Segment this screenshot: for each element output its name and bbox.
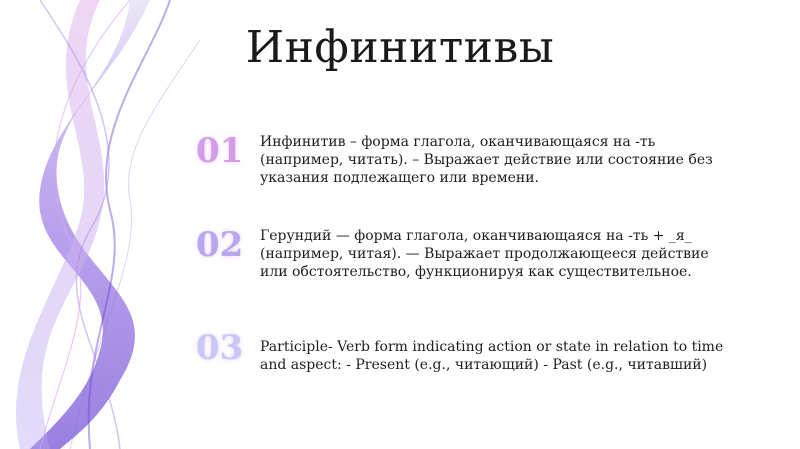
list-item-1 bbox=[196, 133, 756, 203]
item-text-2: Герундий — форма глагола, оканчивающаяся на -ть + _я_ (например, читая). — Выражает продолжающееся действие или обстоятельство, функционируя как существительное. bbox=[260, 228, 709, 280]
item-text-1: Инфинитив – форма глагола, оканчивающаяся на -ть (например, читать). – Выражает действие или состояние без указания подлежащего или времени. bbox=[260, 134, 713, 186]
list-item-2 bbox=[196, 227, 756, 297]
list-item-3 bbox=[196, 330, 756, 400]
item-text-3: Participle- Verb form indicating action or state in relation to time and aspect: - Present (e.g., читающий) - Past (e.g., читавший) bbox=[260, 339, 724, 373]
item-number-1: 01 bbox=[196, 131, 244, 171]
item-number-3: 03 bbox=[196, 328, 244, 368]
item-number-2: 02 bbox=[196, 225, 244, 265]
slide-title: Инфинитивы bbox=[245, 22, 555, 73]
